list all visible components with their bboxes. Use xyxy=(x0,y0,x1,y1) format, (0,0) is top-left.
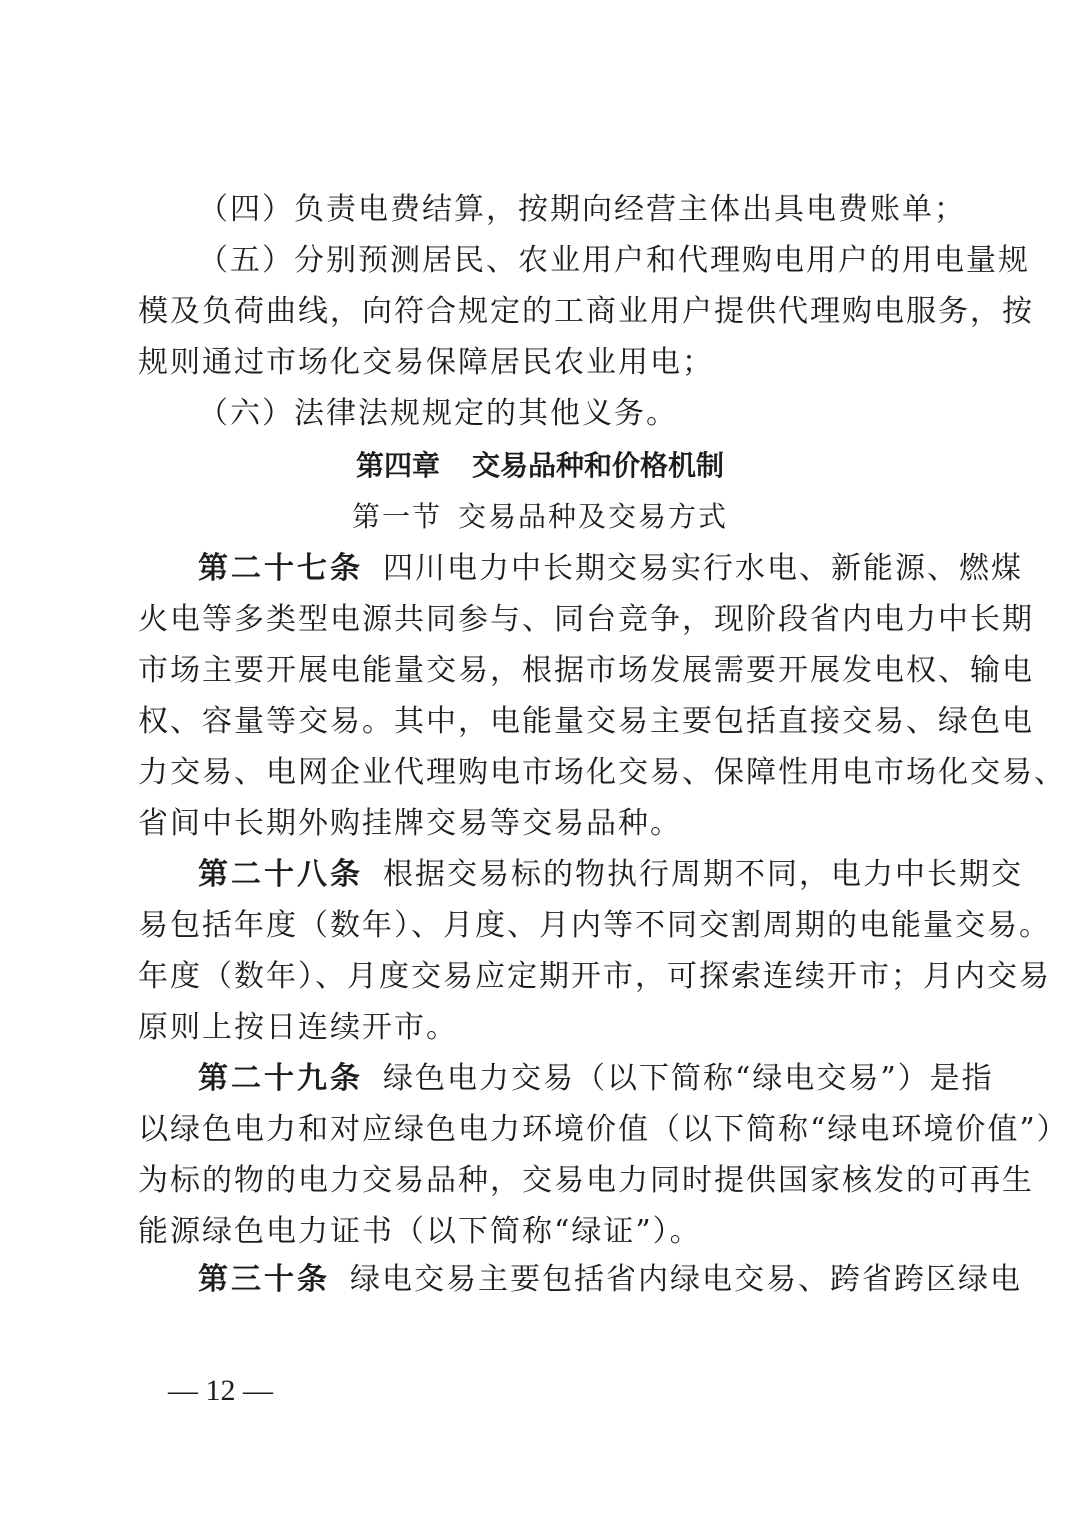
section-heading xyxy=(0,497,1080,537)
chapter-heading xyxy=(0,446,1080,486)
article-30-line-1 xyxy=(198,1260,1022,1300)
article-27-text: 四川电力中长期交易实行水电、新能源、燃煤 xyxy=(383,551,1023,586)
section-number: 第一节 xyxy=(351,500,442,533)
article-27-line-4: 权、容量等交易。其中，电能量交易主要包括直接交易、绿色电 xyxy=(138,704,1034,739)
article-29-line-2: 以绿色电力和对应绿色电力环境价值（以下简称“绿电环境价值”） xyxy=(138,1112,1069,1147)
article-28-text: 根据交易标的物执行周期不同，电力中长期交 xyxy=(383,857,1023,892)
article-27-line-1 xyxy=(198,549,1023,589)
article-27-line-3: 市场主要开展电能量交易，根据市场发展需要开展发电权、输电 xyxy=(138,653,1034,688)
article-28-line-1 xyxy=(198,855,1023,895)
article-27-line-5: 力交易、电网企业代理购电市场化交易、保障性用电市场化交易、 xyxy=(138,755,1066,790)
item-five-line-3: 规则通过市场化交易保障居民农业用电； xyxy=(138,345,714,380)
chapter-title: 交易品种和价格机制 xyxy=(472,449,725,482)
article-28-line-3: 年度（数年）、月度交易应定期开市，可探索连续开市；月内交易 xyxy=(138,959,1051,994)
page-number: — 12 — xyxy=(168,1374,273,1407)
item-five-line-2: 模及负荷曲线，向符合规定的工商业用户提供代理购电服务，按 xyxy=(138,294,1034,329)
article-27-label: 第二十七条 xyxy=(198,551,363,586)
item-four-line-1: （四）负责电费结算，按期向经营主体出具电费账单； xyxy=(198,192,966,227)
article-30-label: 第三十条 xyxy=(198,1262,330,1297)
article-30-text: 绿电交易主要包括省内绿电交易、跨省跨区绿电 xyxy=(350,1262,1022,1297)
article-28-line-4: 原则上按日连续开市。 xyxy=(138,1010,458,1045)
article-29-line-4: 能源绿色电力证书（以下简称“绿证”）。 xyxy=(138,1214,702,1249)
article-28-line-2: 易包括年度（数年）、月度、月内等不同交割周期的电能量交易。 xyxy=(138,908,1051,943)
item-five-line-1: （五）分别预测居民、农业用户和代理购电用户的用电量规 xyxy=(198,243,1030,278)
item-six-line-1: （六）法律法规规定的其他义务。 xyxy=(198,396,678,431)
chapter-number: 第四章 xyxy=(355,449,440,482)
article-28-label: 第二十八条 xyxy=(198,857,363,892)
article-29-line-1 xyxy=(198,1059,994,1099)
article-29-text: 绿色电力交易（以下简称“绿电交易”）是指 xyxy=(383,1061,994,1096)
article-29-line-3: 为标的物的电力交易品种，交易电力同时提供国家核发的可再生 xyxy=(138,1163,1034,1198)
section-title: 交易品种及交易方式 xyxy=(458,500,729,533)
article-27-line-6: 省间中长期外购挂牌交易等交易品种。 xyxy=(138,806,682,841)
article-29-label: 第二十九条 xyxy=(198,1061,363,1096)
article-27-line-2: 火电等多类型电源共同参与、同台竞争，现阶段省内电力中长期 xyxy=(138,602,1034,637)
